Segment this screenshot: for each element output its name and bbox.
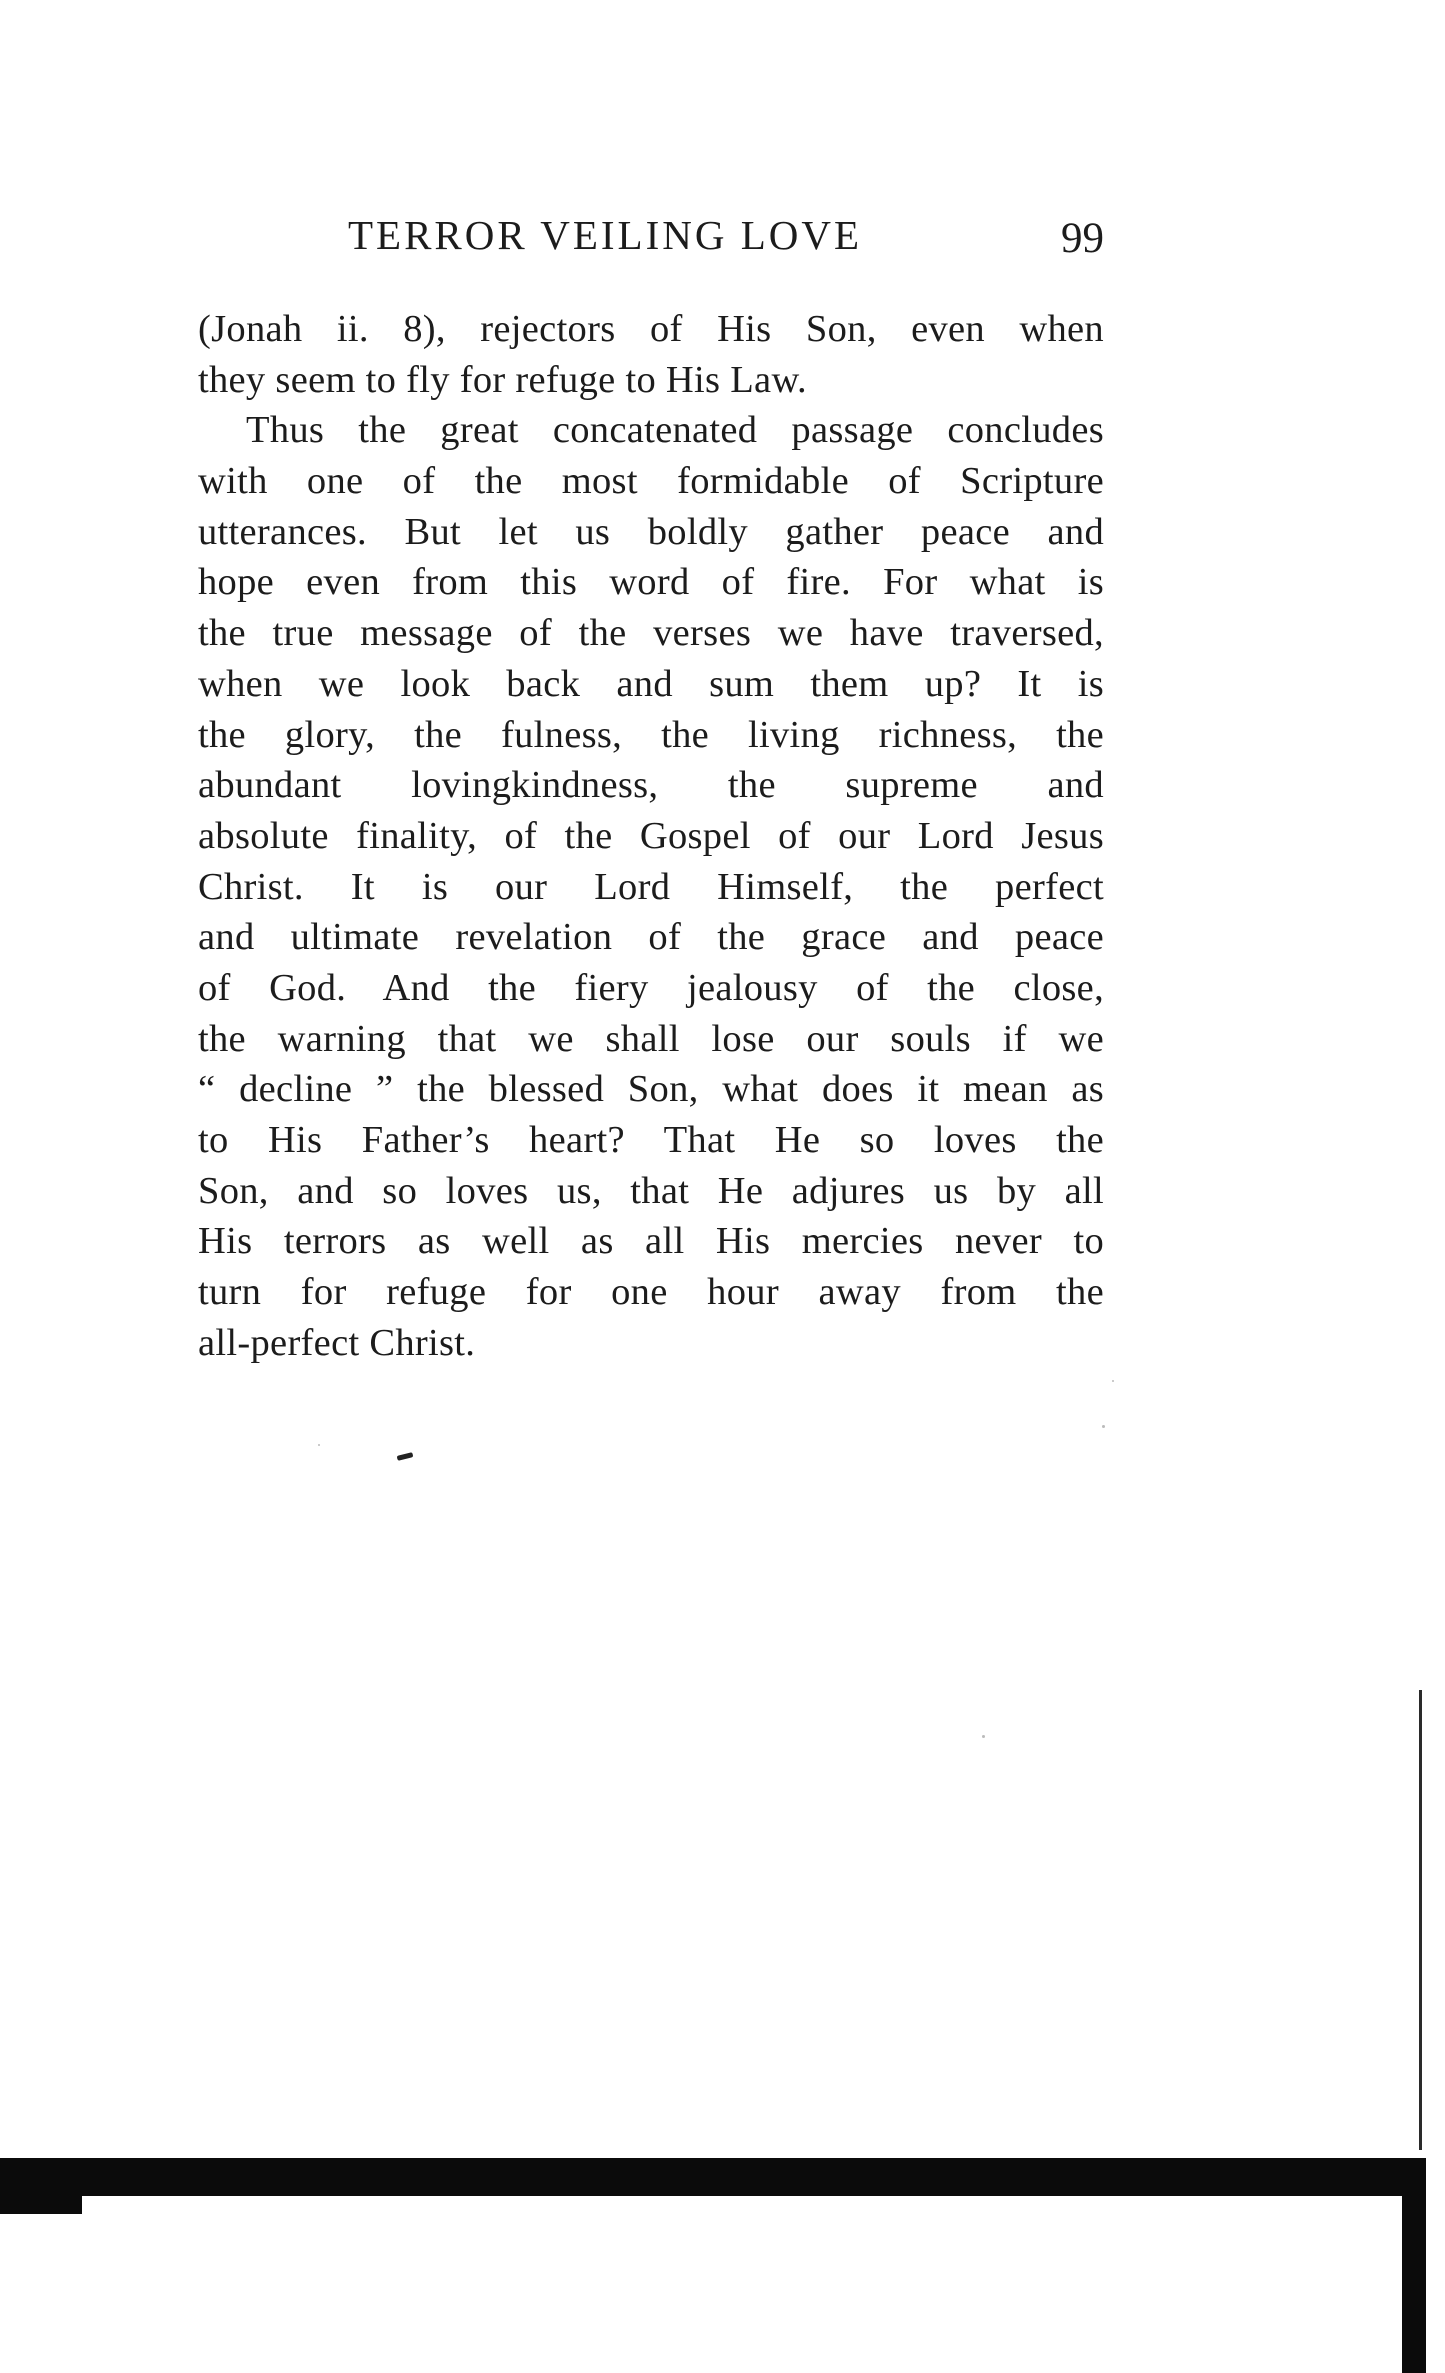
- text-line: Thus the great concatenated passage concludes: [246, 409, 1104, 452]
- text-line: absolute finality, of the Gospel of our Lord Jesus: [198, 814, 1104, 857]
- paper-speck: [982, 1735, 985, 1738]
- text-line: (Jonah ii. 8), rejectors of His Son, even when: [198, 308, 1104, 350]
- text-line: the warning that we shall lose our souls if we: [198, 1017, 1104, 1060]
- paper-speck: [318, 1444, 320, 1446]
- text-line: turn for refuge for one hour away from the: [198, 1271, 1104, 1314]
- text-line: His terrors as well as all His mercies never to: [198, 1220, 1104, 1263]
- text-line: to His Father’s heart? That He so loves the: [198, 1119, 1104, 1161]
- text-line: when we look back and sum them up? It is: [198, 662, 1104, 705]
- text-line: they seem to fly for refuge to His Law.: [198, 358, 807, 401]
- page-header: [198, 205, 1104, 265]
- text-line: of God. And the fiery jealousy of the close,: [198, 966, 1104, 1009]
- text-line: the glory, the fulness, the living richness, the: [198, 713, 1104, 756]
- text-line: all-perfect Christ.: [198, 1321, 476, 1364]
- paper-speck: [1102, 1425, 1105, 1428]
- text-line: abundant lovingkindness, the supreme and: [198, 764, 1104, 807]
- body-text: [198, 304, 1104, 1368]
- running-title: TERROR VEILING LOVE: [348, 212, 863, 258]
- text-line: “ decline ” the blessed Son, what does it mean as: [198, 1068, 1104, 1111]
- paper-speck: [1112, 1380, 1114, 1382]
- scan-border-right: [1402, 2158, 1426, 2373]
- scan-border-bottom: [0, 2158, 1425, 2196]
- text-line: and ultimate revelation of the grace and peace: [198, 916, 1104, 959]
- text-line: the true message of the verses we have traversed,: [198, 612, 1104, 655]
- scan-border-tab: [0, 2190, 82, 2214]
- text-line: hope even from this word of fire. For what is: [198, 561, 1104, 604]
- ink-mark: [397, 1452, 414, 1461]
- text-line: utterances. But let us boldly gather peace and: [198, 510, 1104, 553]
- text-line: Christ. It is our Lord Himself, the perfect: [198, 865, 1104, 908]
- text-line: with one of the most formidable of Scripture: [198, 460, 1104, 503]
- page-number: 99: [1061, 215, 1104, 262]
- text-line: Son, and so loves us, that He adjures us by all: [198, 1169, 1104, 1212]
- page-edge-shadow: [1419, 1690, 1422, 2150]
